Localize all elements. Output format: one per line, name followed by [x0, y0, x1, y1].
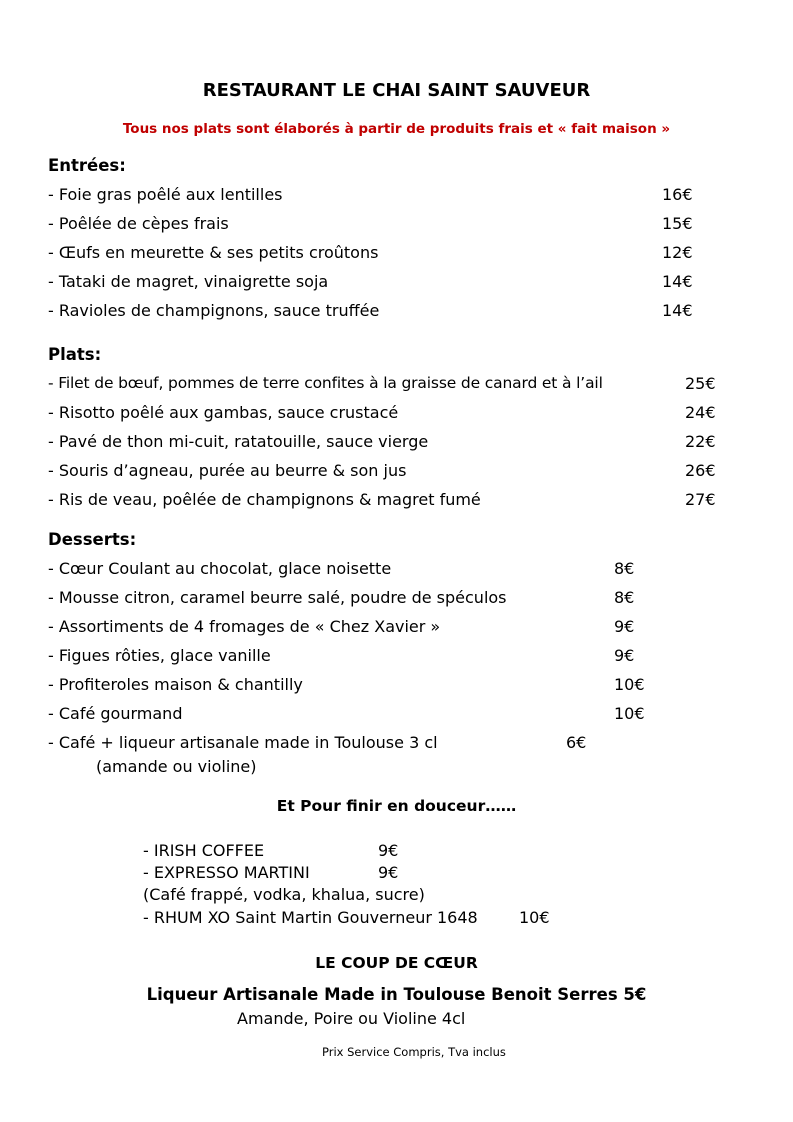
- menu-item: - Café gourmand: [48, 704, 183, 723]
- menu-price: 16€: [662, 185, 693, 204]
- menu-item: - Risotto poêlé aux gambas, sauce crustacé: [48, 403, 399, 422]
- desserts-heading: Desserts:: [48, 530, 137, 549]
- menu-item: - Mousse citron, caramel beurre salé, poudre de spéculos: [48, 588, 507, 607]
- menu-item-note: (amande ou violine): [96, 757, 257, 776]
- menu-price: 8€: [614, 559, 635, 578]
- menu-item: - EXPRESSO MARTINI: [143, 863, 310, 882]
- menu-price: 9€: [614, 617, 635, 636]
- menu-price: 9€: [378, 841, 399, 860]
- menu-item: - Figues rôties, glace vanille: [48, 646, 271, 665]
- menu-price: 10€: [614, 704, 645, 723]
- footer-note: Prix Service Compris, Tva inclus: [322, 1045, 506, 1059]
- menu-item: - Profiteroles maison & chantilly: [48, 675, 303, 694]
- douceur-heading: Et Pour finir en douceur……: [276, 797, 517, 815]
- menu-price: 12€: [662, 243, 693, 262]
- coup-de-coeur-detail: Amande, Poire ou Violine 4cl: [237, 1009, 466, 1028]
- menu-price: 6€: [566, 733, 587, 752]
- menu-item: - Assortiments de 4 fromages de « Chez Xavier »: [48, 617, 441, 636]
- menu-price: 15€: [662, 214, 693, 233]
- plats-heading: Plats:: [48, 345, 102, 364]
- menu-item: - IRISH COFFEE: [143, 841, 265, 860]
- fresh-products-note: Tous nos plats sont élaborés à partir de produits frais et « fait maison »: [122, 121, 671, 137]
- restaurant-title: RESTAURANT LE CHAI SAINT SAUVEUR: [202, 80, 591, 101]
- menu-item: - Tataki de magret, vinaigrette soja: [48, 272, 329, 291]
- menu-item: - Œufs en meurette & ses petits croûtons: [48, 243, 379, 262]
- entrees-heading: Entrées:: [48, 156, 126, 175]
- menu-item-note: (Café frappé, vodka, khalua, sucre): [143, 885, 425, 904]
- menu-item: - Souris d’agneau, purée au beurre & son jus: [48, 461, 407, 480]
- coup-de-coeur-heading: LE COUP DE CŒUR: [315, 954, 478, 972]
- menu-price: 14€: [662, 272, 693, 291]
- menu-price: 8€: [614, 588, 635, 607]
- menu-price: 9€: [614, 646, 635, 665]
- menu-price: 22€: [685, 432, 716, 451]
- menu-price: 26€: [685, 461, 716, 480]
- menu-price: 9€: [378, 863, 399, 882]
- menu-item: - Poêlée de cèpes frais: [48, 214, 229, 233]
- menu-item: - Pavé de thon mi-cuit, ratatouille, sauce vierge: [48, 432, 429, 451]
- menu-item: - Filet de bœuf, pommes de terre confites à la graisse de canard et à l’ail: [48, 374, 603, 392]
- menu-item: - Ris de veau, poêlée de champignons & magret fumé: [48, 490, 481, 509]
- menu-price: 25€: [685, 374, 716, 393]
- menu-item: - Café + liqueur artisanale made in Toulouse 3 cl: [48, 733, 438, 752]
- menu-item: - Cœur Coulant au chocolat, glace noisette: [48, 559, 392, 578]
- menu-price: 27€: [685, 490, 716, 509]
- menu-item: - RHUM XO Saint Martin Gouverneur 1648: [143, 908, 478, 927]
- menu-price: 10€: [614, 675, 645, 694]
- menu-price: 24€: [685, 403, 716, 422]
- menu-price: 10€: [519, 908, 550, 927]
- menu-price: 14€: [662, 301, 693, 320]
- coup-de-coeur-line: Liqueur Artisanale Made in Toulouse Benoit Serres 5€: [146, 985, 647, 1004]
- menu-item: - Foie gras poêlé aux lentilles: [48, 185, 283, 204]
- menu-item: - Ravioles de champignons, sauce truffée: [48, 301, 380, 320]
